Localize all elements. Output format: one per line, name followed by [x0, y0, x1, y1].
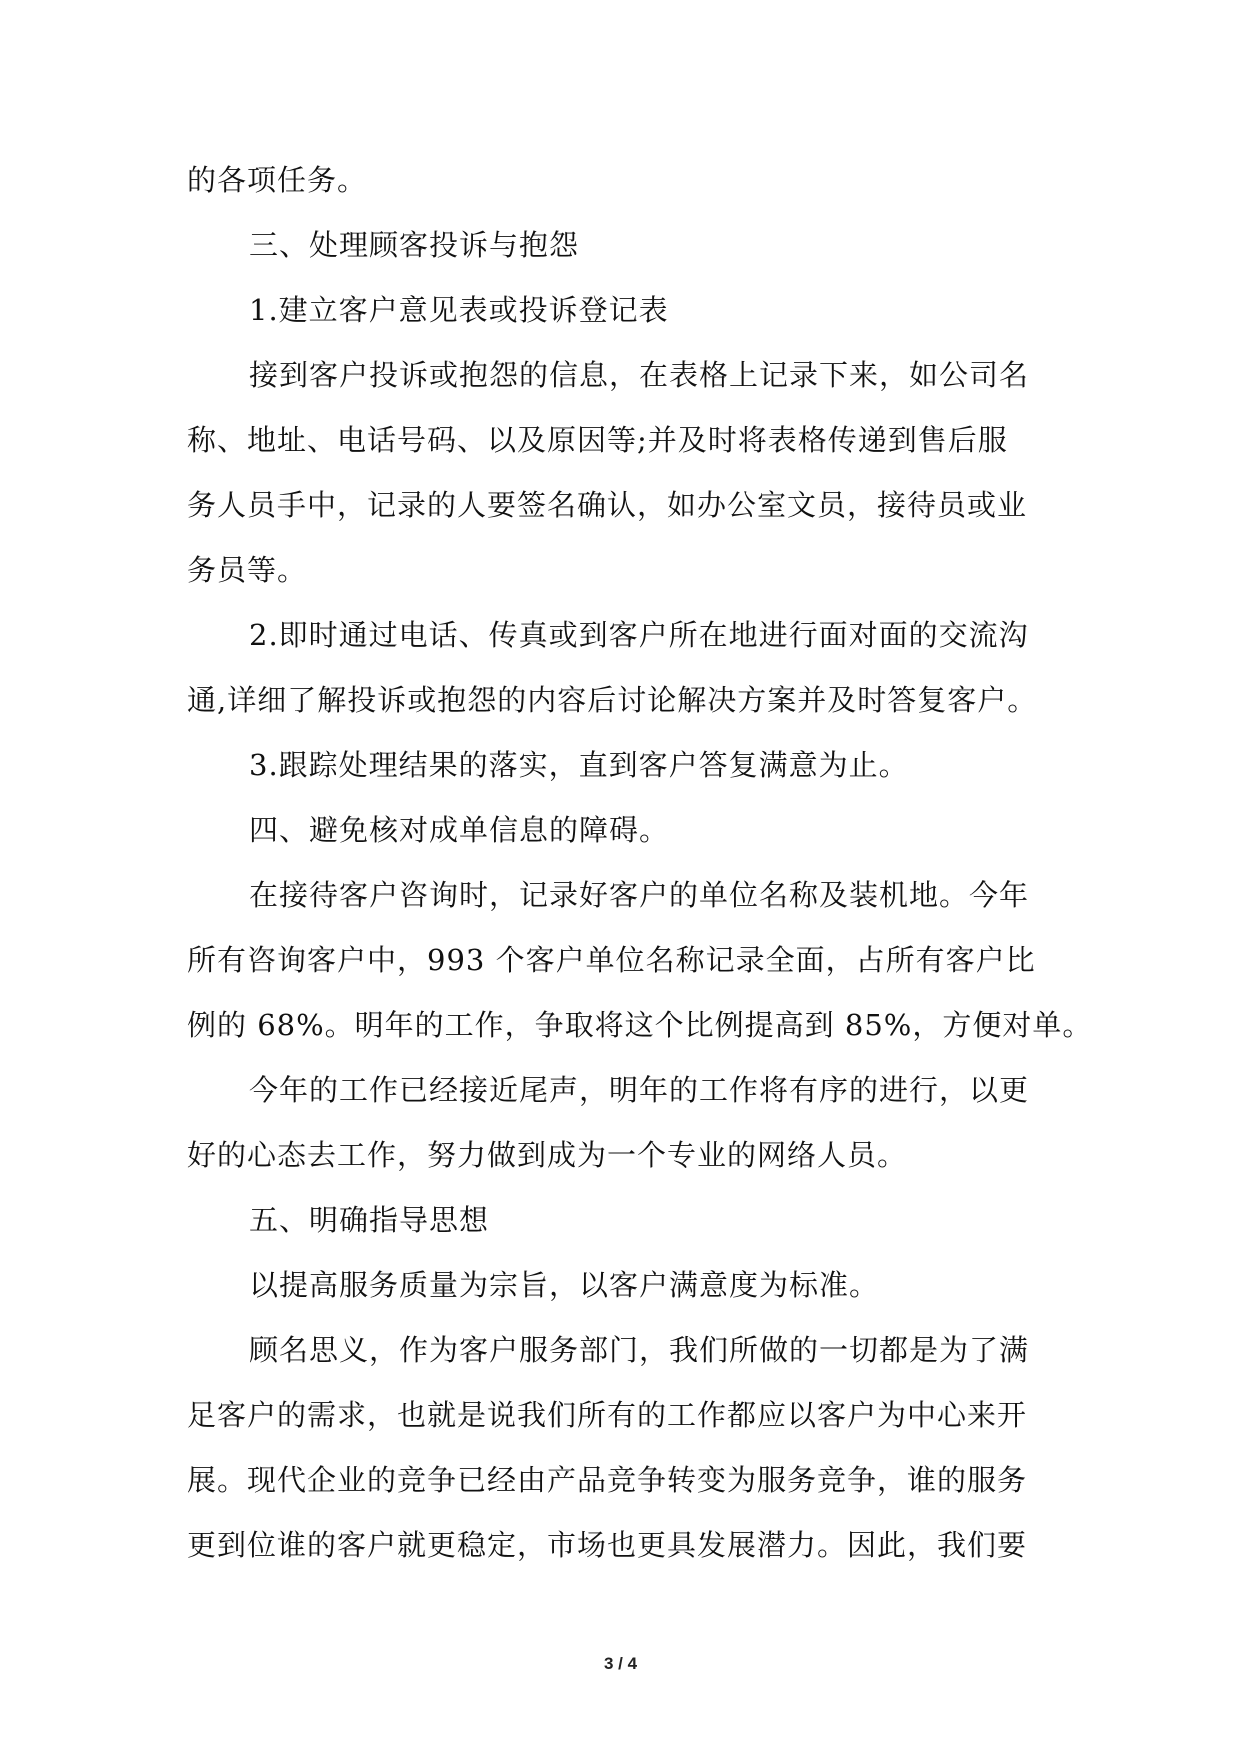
text-line: 2.即时通过电话、传真或到客户所在地进行面对面的交流沟: [249, 618, 1029, 652]
document-body: [187, 148, 1093, 1578]
text-line: 所有咨询客户中，993 个客户单位名称记录全面，占所有客户比: [187, 943, 1036, 977]
section-heading: 四、避免核对成单信息的障碍。: [249, 813, 670, 847]
section-heading: 五、明确指导思想: [249, 1203, 490, 1237]
text-line: 接到客户投诉或抱怨的信息，在表格上记录下来，如公司名: [249, 358, 1030, 392]
text-line: 3.跟踪处理结果的落实，直到客户答复满意为止。: [249, 748, 909, 782]
text-line: 通,详细了解投诉或抱怨的内容后讨论解决方案并及时答复客户。: [187, 683, 1038, 717]
text-line: 今年的工作已经接近尾声，明年的工作将有序的进行，以更: [249, 1073, 1030, 1107]
text-line: 务人员手中，记录的人要签名确认，如办公室文员，接待员或业: [187, 488, 1028, 522]
section-heading: 三、处理顾客投诉与抱怨: [249, 228, 580, 262]
text-line: 在接待客户咨询时，记录好客户的单位名称及装机地。今年: [249, 878, 1030, 912]
text-line: 例的 68%。明年的工作，争取将这个比例提高到 85%，方便对单。: [187, 1008, 1093, 1042]
text-line: 的各项任务。: [187, 163, 368, 197]
text-line: 好的心态去工作，努力做到成为一个专业的网络人员。: [187, 1138, 908, 1172]
text-line: 称、地址、电话号码、以及原因等;并及时将表格传递到售后服: [187, 423, 1008, 457]
subsection-heading: 1.建立客户意见表或投诉登记表: [249, 293, 669, 327]
text-line: 展。现代企业的竞争已经由产品竞争转变为服务竞争，谁的服务: [187, 1463, 1028, 1497]
text-line: 务员等。: [187, 553, 308, 587]
text-line: 顾名思义，作为客户服务部门，我们所做的一切都是为了满: [249, 1333, 1030, 1367]
text-line: 更到位谁的客户就更稳定，市场也更具发展潜力。因此，我们要: [187, 1528, 1028, 1562]
text-line: 以提高服务质量为宗旨，以客户满意度为标准。: [249, 1268, 880, 1302]
text-line: 足客户的需求，也就是说我们所有的工作都应以客户为中心来开: [187, 1398, 1028, 1432]
page-number: 3 / 4: [603, 1654, 638, 1673]
